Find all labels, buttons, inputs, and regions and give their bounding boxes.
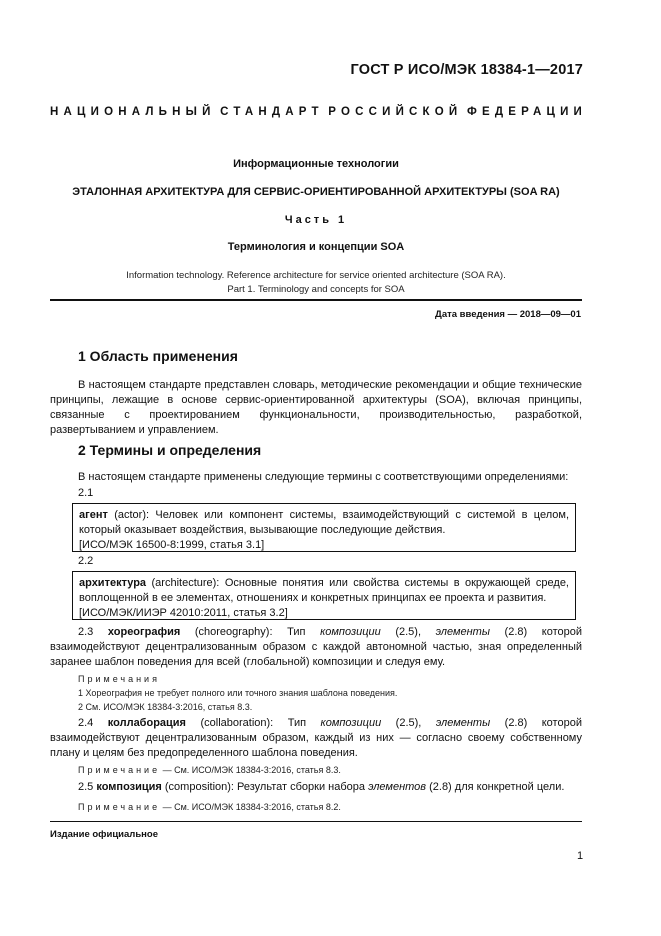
term-name: агент bbox=[79, 509, 108, 521]
term-reference: [ИСО/МЭК 16500-8:1999, статья 3.1] bbox=[79, 539, 265, 551]
term-composition: 2.5 композиция (composition): Результат сборки набора элементов (2.8) для конкретной цели. bbox=[78, 781, 565, 793]
section2-intro: В настоящем стандарте применены следующие термины с соответствующими определениями: bbox=[78, 471, 569, 483]
title-main: ЭТАЛОННАЯ АРХИТЕКТУРА ДЛЯ СЕРВИС-ОРИЕНТИРОВАННОЙ АРХИТЕКТУРЫ (SOA RA) bbox=[72, 186, 560, 198]
section2-heading: 2 Термины и определения bbox=[78, 442, 262, 458]
title-en-line2: Part 1. Terminology and concepts for SOA bbox=[227, 284, 405, 295]
title-en-line1: Information technology. Reference architecture for service oriented architecture (SOA RA). bbox=[126, 270, 506, 281]
note-line: Примечание — См. ИСО/МЭК 18384-3:2016, статья 8.3. bbox=[78, 765, 341, 775]
title-line1: Информационные технологии bbox=[233, 158, 399, 170]
term-collaboration: 2.4 коллаборация (collaboration): Тип композиции (2.5), элементы (2.8) которой взаимодействуют децентрализованным образом, каждый из них — согласно своему собственному плану и целям без предопределенного шаблона поведения. bbox=[50, 717, 582, 759]
banner-word: ФЕДЕРАЦИИ bbox=[466, 106, 587, 118]
banner-word: НАЦИОНАЛЬНЫЙ bbox=[50, 106, 216, 118]
note-item: 1 Хореография не требует полного или точного знания шаблона поведения. bbox=[78, 688, 398, 698]
term-box-actor: агент (actor): Человек или компонент системы, взаимодействующий с системой в целом, который оказывает воздействия, вызывающие последующие действия. [ИСО/МЭК 16500-8:1999, статья 3.1] bbox=[72, 503, 576, 552]
notes-label: Примечания bbox=[78, 674, 160, 684]
note-line: Примечание — См. ИСО/МЭК 18384-3:2016, статья 8.2. bbox=[78, 802, 341, 812]
term-choreography: 2.3 хореография (choreography): Тип композиции (2.5), элементы (2.8) которой взаимодействуют децентрализованным образом с каждой автономной частью, зная определенный заранее шаблон поведения для всей (глобальной) композиции и следуя ему. bbox=[50, 626, 582, 668]
banner-word: РОССИЙСКОЙ bbox=[328, 106, 463, 118]
banner-word: СТАНДАРТ bbox=[220, 106, 324, 118]
intro-date: Дата введения — 2018—09—01 bbox=[435, 309, 581, 320]
section1-heading: 1 Область применения bbox=[78, 348, 238, 364]
national-standard-banner bbox=[50, 106, 587, 118]
term-reference: [ИСО/МЭК/ИИЭР 42010:2011, статья 3.2] bbox=[79, 607, 288, 619]
term-name: архитектура bbox=[79, 577, 147, 589]
document-id: ГОСТ Р ИСО/МЭК 18384-1—2017 bbox=[350, 62, 583, 78]
footer-rule bbox=[50, 821, 582, 822]
title-rule bbox=[50, 299, 582, 301]
term-number: 2.1 bbox=[78, 487, 94, 499]
title-part: Часть 1 bbox=[284, 214, 348, 226]
term-number: 2.2 bbox=[78, 555, 94, 567]
term-box-architecture: архитектура (architecture): Основные понятия или свойства системы в окружающей среде, воплощенной в ее элементах, отношениях и конкретных принципах ее проекта и развития. [ИСО/МЭК/ИИЭР 42010:2011, статья 3.2] bbox=[72, 571, 576, 620]
edition-label: Издание официальное bbox=[50, 829, 158, 840]
title-part-name: Терминология и концепции SOA bbox=[227, 241, 405, 253]
section1-text: В настоящем стандарте представлен словарь, методические рекомендации и общие технические принципы, лежащие в основе сервис-ориентированной архитектуры (SOA), включая принципы, связанные с проектированием функциональности, производительностью, разработкой, развертыванием и управлением. bbox=[50, 379, 582, 436]
note-item: 2 См. ИСО/МЭК 18384-3:2016, статья 8.3. bbox=[78, 702, 253, 712]
page-number: 1 bbox=[577, 850, 584, 862]
